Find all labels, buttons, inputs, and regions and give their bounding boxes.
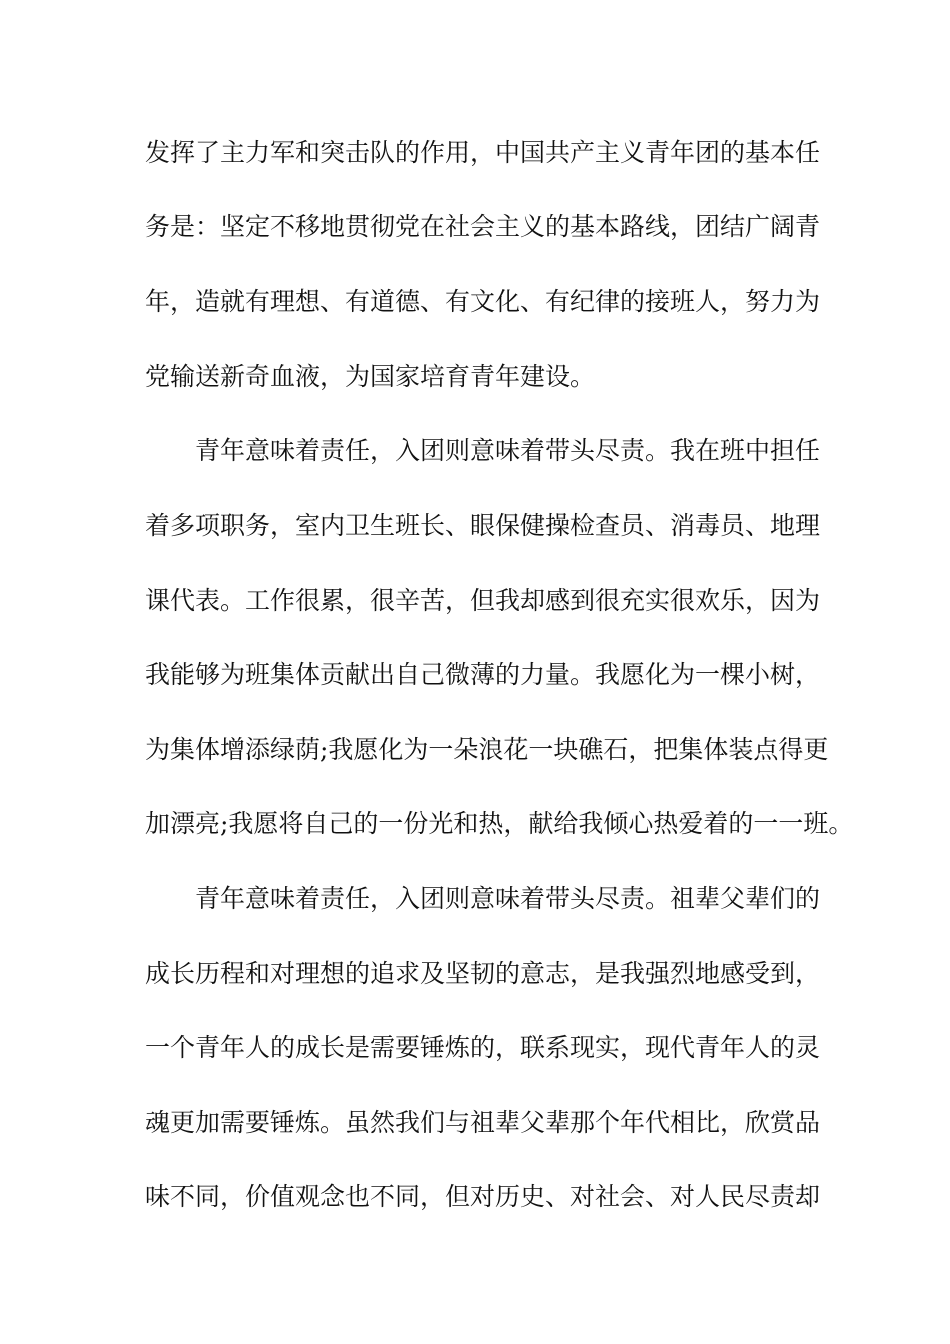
text-line: 一个青年人的成长是需要锤炼的，联系现实，现代青年人的灵 xyxy=(145,1033,821,1062)
text-line: 味不同，价值观念也不同，但对历史、对社会、对人民尽责却 xyxy=(145,1182,821,1211)
text-line: 加漂亮;我愿将自己的一份光和热，献给我倾心热爱着的一一班。 xyxy=(145,809,854,838)
paragraph-start-line: 青年意味着责任，入团则意味着带头尽责。祖辈父辈们的 xyxy=(145,884,821,913)
text-line: 魂更加需要锤炼。虽然我们与祖辈父辈那个年代相比，欣赏品 xyxy=(145,1108,821,1137)
paragraph-start-line: 青年意味着责任，入团则意味着带头尽责。我在班中担任 xyxy=(145,436,821,465)
text-line: 成长历程和对理想的追求及坚韧的意志，是我强烈地感受到， xyxy=(145,959,821,988)
text-line: 发挥了主力军和突击队的作用，中国共产主义青年团的基本任 xyxy=(145,138,821,167)
text-line: 我能够为班集体贡献出自己微薄的力量。我愿化为一棵小树， xyxy=(145,660,821,689)
text-line: 党输送新奇血液，为国家培育青年建设。 xyxy=(145,362,596,391)
text-line: 课代表。工作很累，很辛苦，但我却感到很充实很欢乐，因为 xyxy=(145,586,821,615)
text-line: 为集体增添绿荫;我愿化为一朵浪花一块礁石，把集体装点得更 xyxy=(145,735,829,764)
text-line: 着多项职务，室内卫生班长、眼保健操检查员、消毒员、地理 xyxy=(145,511,821,540)
text-line: 务是：坚定不移地贯彻党在社会主义的基本路线，团结广阔青 xyxy=(145,212,821,241)
text-line: 年，造就有理想、有道德、有文化、有纪律的接班人，努力为 xyxy=(145,287,821,316)
